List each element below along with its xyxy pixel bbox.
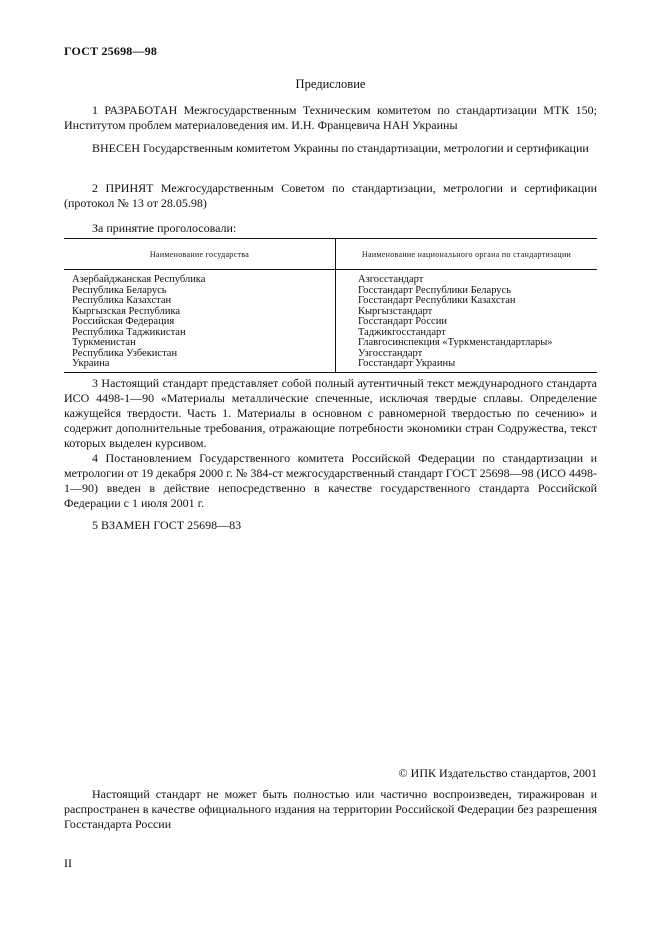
paragraph-authentic-text: 3 Настоящий стандарт представляет собой полный аутентичный текст международного стандарта ИСО 4498-1—90 «Материалы металлические спеченные, исключая твердые сплавы. Определение кажущейся твердости. Часть 1. Материалы в основном с равномерной твердостью по сечению» и содержит дополнительные требования, отражающие потребности экономики стран Содружества, текст которых выделен курсивом. — [64, 376, 597, 450]
state-name: Азербайджанская Республика — [72, 274, 206, 285]
standards-body-name: Госстандарт Украины — [358, 358, 456, 369]
copyright-line: © ИПК Издательство стандартов, 2001 — [398, 766, 597, 780]
state-name: Республика Казахстан — [72, 295, 172, 306]
voting-states-table — [64, 238, 597, 373]
state-name: Республика Беларусь — [72, 284, 167, 296]
paragraph-adopted: 2 ПРИНЯТ Межгосударственным Советом по стандартизации, метрологии и сертификации (протокол № 13 от 28.05.98) — [64, 181, 597, 210]
standards-body-name: Азгосстандарт — [358, 274, 424, 285]
page-number: II — [64, 856, 72, 870]
standards-body-name: Госстандарт России — [358, 316, 447, 327]
state-name: Российская Федерация — [72, 316, 175, 327]
standards-body-name: Узгосстандарт — [358, 347, 423, 359]
state-name: Республика Узбекистан — [72, 347, 178, 359]
header-state-name: Наименование государства — [64, 239, 336, 270]
standards-body-name: Кыргызстандарт — [358, 305, 433, 317]
standards-body-name: Госстандарт Республики Казахстан — [358, 295, 516, 306]
page-title: Предисловие — [295, 77, 366, 91]
voted-label: За принятие проголосовали: — [92, 221, 237, 235]
state-name: Кыргызская Республика — [72, 305, 181, 317]
table-body-row — [64, 270, 597, 373]
reproduction-notice: Настоящий стандарт не может быть полностью или частично воспроизведен, тиражирован и распространен в качестве официального издания на территории Российской Федерации без разрешения Госстандарта России — [64, 787, 597, 831]
paragraph-developed: 1 РАЗРАБОТАН Межгосударственным Техническим комитетом по стандартизации МТК 150; Институтом проблем материаловедения им. И.Н. Францевича НАН Украины — [64, 103, 597, 132]
header-standards-body: Наименование национального органа по стандартизации — [336, 239, 598, 270]
standards-body-name: Главгосинспекция «Туркменстандартлары» — [358, 337, 553, 348]
standards-bodies-column — [336, 270, 598, 373]
paragraph-introduced: ВНЕСЕН Государственным комитетом Украины по стандартизации, метрологии и сертификации — [92, 141, 589, 155]
states-column — [64, 270, 336, 373]
state-name: Республика Таджикистан — [72, 326, 186, 338]
standards-body-name: Таджикгосстандарт — [358, 326, 446, 338]
document-code: ГОСТ 25698—98 — [64, 44, 158, 58]
standards-body-name: Госстандарт Республики Беларусь — [358, 284, 512, 296]
table-header-row — [64, 239, 597, 270]
state-name: Туркменистан — [72, 337, 136, 348]
state-name: Украина — [72, 358, 110, 369]
paragraph-replaces: 5 ВЗАМЕН ГОСТ 25698—83 — [92, 518, 242, 532]
paragraph-decree: 4 Постановлением Государственного комитета Российской Федерации по стандартизации и метрологии от 19 декабря 2000 г. № 384-ст межгосударственный стандарт ГОСТ 25698—98 (ИСО 4498-1—90) введен в действие непосредственно в качестве государственного стандарта Российской Федерации с 1 июля 2001 г. — [64, 451, 597, 510]
